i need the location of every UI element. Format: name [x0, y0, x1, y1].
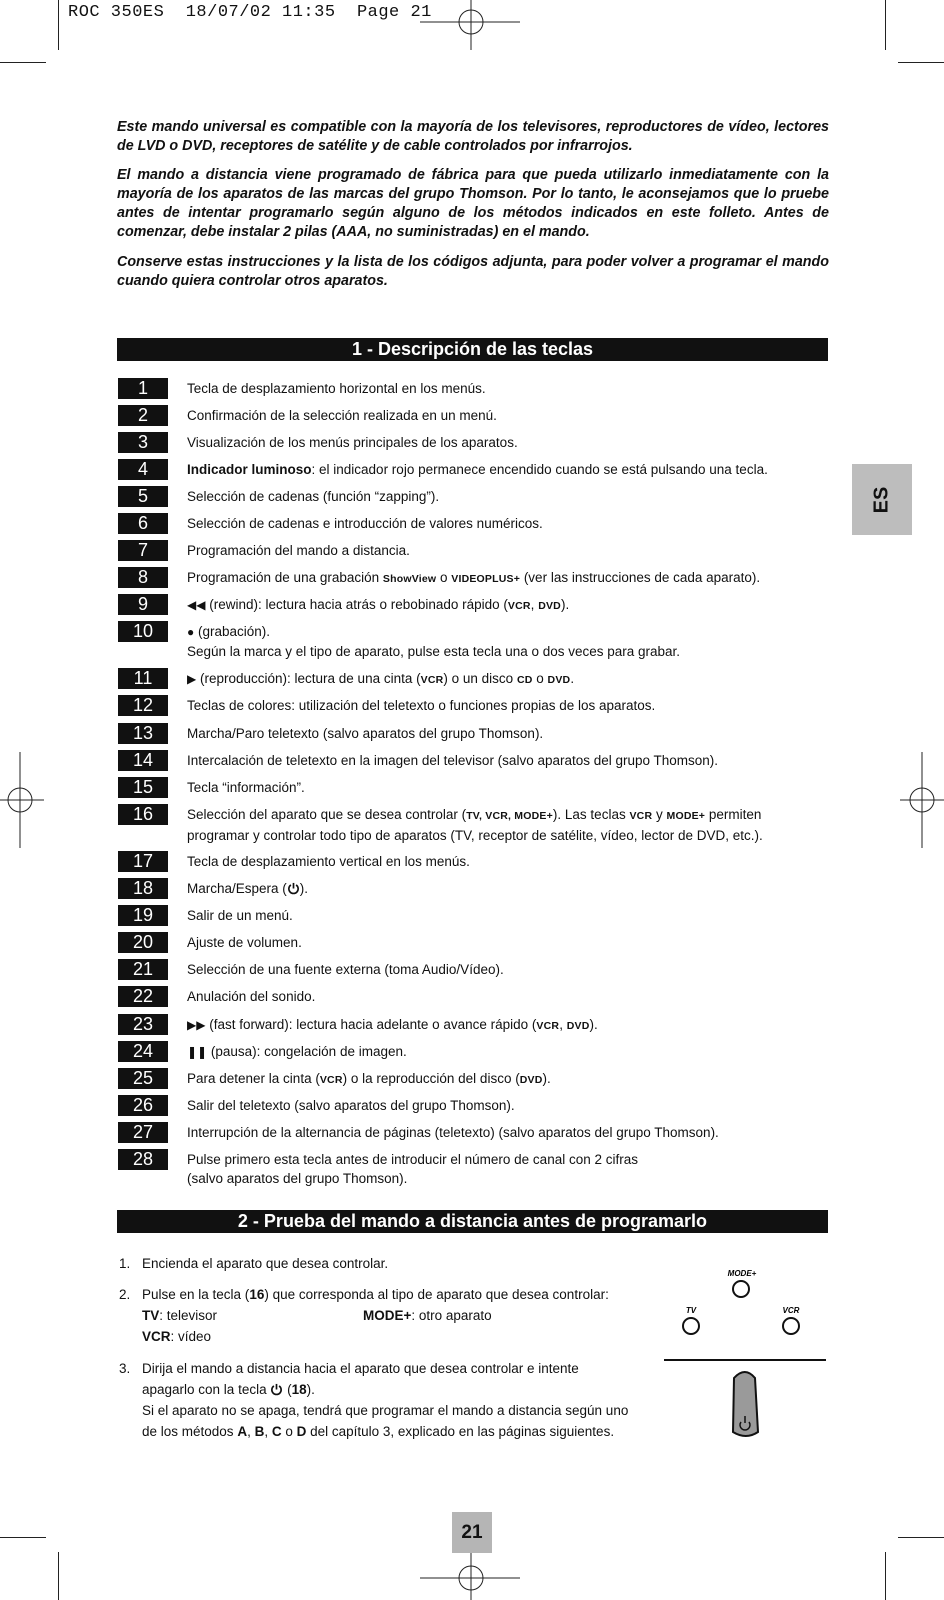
key-number: 28 [118, 1149, 168, 1170]
key-description: Visualización de los menús principales de los aparatos. [187, 435, 518, 450]
key-number: 12 [118, 695, 168, 716]
key-description: Anulación del sonido. [187, 989, 316, 1004]
key-description: Selección de cadenas e introducción de valores numéricos. [187, 516, 543, 531]
tv-button-icon [683, 1318, 699, 1334]
key-number: 17 [118, 851, 168, 872]
step-number: 1. [119, 1256, 131, 1271]
vcr-button-icon [783, 1318, 799, 1334]
step-item [119, 1284, 659, 1348]
key-number: 20 [118, 932, 168, 953]
key-description: Programación de una grabación ShowView o VIDEOPLUS+ (ver las instrucciones de cada aparato). [187, 570, 761, 585]
key-description: Salir del teletexto (salvo aparatos del grupo Thomson). [187, 1098, 515, 1113]
tv-label: TV [685, 1306, 697, 1315]
print-slug: ROC 350ES 18/07/02 11:35 Page 21 [68, 3, 432, 22]
key-description: Tecla de desplazamiento vertical en los menús. [187, 854, 470, 869]
page-number: 21 [452, 1512, 492, 1553]
key-description: Marcha/Paro teletexto (salvo aparatos del grupo Thomson). [187, 726, 544, 741]
key-description: ❚❚ (pausa): congelación de imagen. [187, 1044, 407, 1059]
key-number: 8 [118, 567, 168, 588]
key-description: Indicador luminoso: el indicador rojo permanece encendido cuando se está pulsando una tecla. [187, 462, 768, 477]
standby-button-icon [733, 1372, 758, 1436]
key-number: 14 [118, 750, 168, 771]
step-number: 2. [119, 1287, 131, 1302]
power-icon [270, 1383, 283, 1396]
step-text: Dirija el mando a distancia hacia el aparato que desea controlar e intente apagarlo con la tecla (18). Si el aparato no se apaga, tendrá que programar el mando a distancia según uno de los métodos A, B, C o D del capítulo 3, explicado en las páginas siguientes. [142, 1361, 629, 1439]
key-number: 26 [118, 1095, 168, 1116]
key-number: 27 [118, 1122, 168, 1143]
key-number: 5 [118, 486, 168, 507]
language-tab: ES [852, 464, 912, 535]
key-description: ▶ (reproducción): lectura de una cinta (VCR) o un disco CD o DVD. [187, 671, 575, 686]
key-number: 25 [118, 1068, 168, 1089]
key-description: ▶▶ (fast forward): lectura hacia adelante o avance rápido (VCR, DVD). [187, 1017, 598, 1032]
key-number: 7 [118, 540, 168, 561]
crop-mark [0, 62, 46, 63]
crop-mark [885, 1552, 886, 1600]
key-description: Interrupción de la alternancia de páginas (teletexto) (salvo aparatos del grupo Thomson). [187, 1125, 719, 1140]
crop-mark [58, 1552, 59, 1600]
key-number: 16 [118, 804, 168, 825]
mode-plus-button-icon [733, 1281, 749, 1297]
crop-mark [58, 0, 59, 50]
play-icon: ▶ [187, 672, 197, 686]
record-icon: ● [187, 625, 195, 639]
key-number: 2 [118, 405, 168, 426]
power-icon [287, 882, 300, 895]
key-description: Intercalación de teletexto en la imagen del televisor (salvo aparatos del grupo Thomson). [187, 753, 719, 768]
key-number: 10 [118, 621, 168, 642]
remote-buttons-illustration [660, 1266, 830, 1446]
mode-plus-label: MODE+ [727, 1269, 757, 1278]
crop-mark [885, 0, 886, 50]
registration-mark-icon [420, 1552, 520, 1600]
rewind-icon: ◀◀ [187, 598, 206, 612]
registration-mark-icon [0, 752, 44, 848]
key-number: 22 [118, 986, 168, 1007]
key-number: 6 [118, 513, 168, 534]
pause-icon: ❚❚ [187, 1045, 208, 1059]
key-description: Salir de un menú. [187, 908, 293, 923]
key-number: 23 [118, 1014, 168, 1035]
intro-paragraph: Conserve estas instrucciones y la lista de los códigos adjunta, para poder volver a programar el mando cuando quiera controlar otros aparatos. [117, 254, 829, 289]
key-description: Selección de cadenas (función “zapping”). [187, 489, 440, 504]
intro-paragraph: Este mando universal es compatible con la mayoría de los televisores, reproductores de vídeo, lectores de LVD o DVD, receptores de satélite y de cable controlados por infrarrojos. [117, 119, 829, 154]
step-number: 3. [119, 1361, 131, 1376]
section-heading: 1 - Descripción de las teclas [117, 338, 828, 361]
key-number: 21 [118, 959, 168, 980]
key-description: Tecla “información”. [187, 780, 305, 795]
key-number: 15 [118, 777, 168, 798]
registration-mark-icon [420, 0, 520, 50]
key-description: Teclas de colores: utilización del teletexto o funciones propias de los aparatos. [187, 698, 656, 713]
step-text: Encienda el aparato que desea controlar. [142, 1256, 389, 1271]
key-number: 3 [118, 432, 168, 453]
key-number: 4 [118, 459, 168, 480]
key-number: 13 [118, 723, 168, 744]
key-description: Selección del aparato que se desea controlar (TV, VCR, MODE+). Las teclas VCR y MODE+ permiten programar y controlar todo tipo de aparatos (TV, receptor de satélite, vídeo, lector de DVD, etc.). [187, 807, 763, 843]
section-heading: 2 - Prueba del mando a distancia antes de programarlo [117, 1210, 828, 1233]
key-description: Tecla de desplazamiento horizontal en los menús. [187, 381, 486, 396]
key-description: ● (grabación). Según la marca y el tipo de aparato, pulse esta tecla una o dos veces para grabar. [187, 624, 681, 659]
vcr-label: VCR [782, 1306, 800, 1315]
fast-forward-icon: ▶▶ [187, 1018, 206, 1032]
crop-mark [898, 1537, 944, 1538]
step-text: Pulse en la tecla (16) que corresponda al tipo de aparato que desea controlar: TV: televisor MODE+: otro aparato VCR: vídeo [142, 1287, 609, 1344]
registration-mark-icon [900, 752, 944, 848]
key-description: Confirmación de la selección realizada en un menú. [187, 408, 497, 423]
step-item [119, 1358, 659, 1444]
key-description: ◀◀ (rewind): lectura hacia atrás o rebobinado rápido (VCR, DVD). [187, 597, 570, 612]
key-number: 11 [118, 668, 168, 689]
key-description: Pulse primero esta tecla antes de introducir el número de canal con 2 cifras (salvo aparatos del grupo Thomson). [187, 1152, 638, 1186]
key-number: 24 [118, 1041, 168, 1062]
key-number: 1 [118, 378, 168, 399]
key-number: 19 [118, 905, 168, 926]
key-description: Selección de una fuente externa (toma Audio/Vídeo). [187, 962, 504, 977]
crop-mark [0, 1537, 46, 1538]
crop-mark [898, 62, 944, 63]
key-description: Programación del mando a distancia. [187, 543, 410, 558]
key-number: 18 [118, 878, 168, 899]
key-number: 9 [118, 594, 168, 615]
intro-paragraph: El mando a distancia viene programado de fábrica para que pueda utilizarlo inmediatamente con la mayoría de los aparatos de las marcas del grupo Thomson. Por lo tanto, le aconsejamos que lo pruebe antes de intentar programarlo según alguno de los métodos indicados en este folleto. Antes de comenzar, debe instalar 2 pilas (AAA, no suministradas) en el mando. [117, 167, 829, 240]
key-description: Para detener la cinta (VCR) o la reproducción del disco (DVD). [187, 1071, 551, 1086]
key-description: Ajuste de volumen. [187, 935, 302, 950]
key-description: Marcha/Espera ( ). [187, 881, 309, 896]
